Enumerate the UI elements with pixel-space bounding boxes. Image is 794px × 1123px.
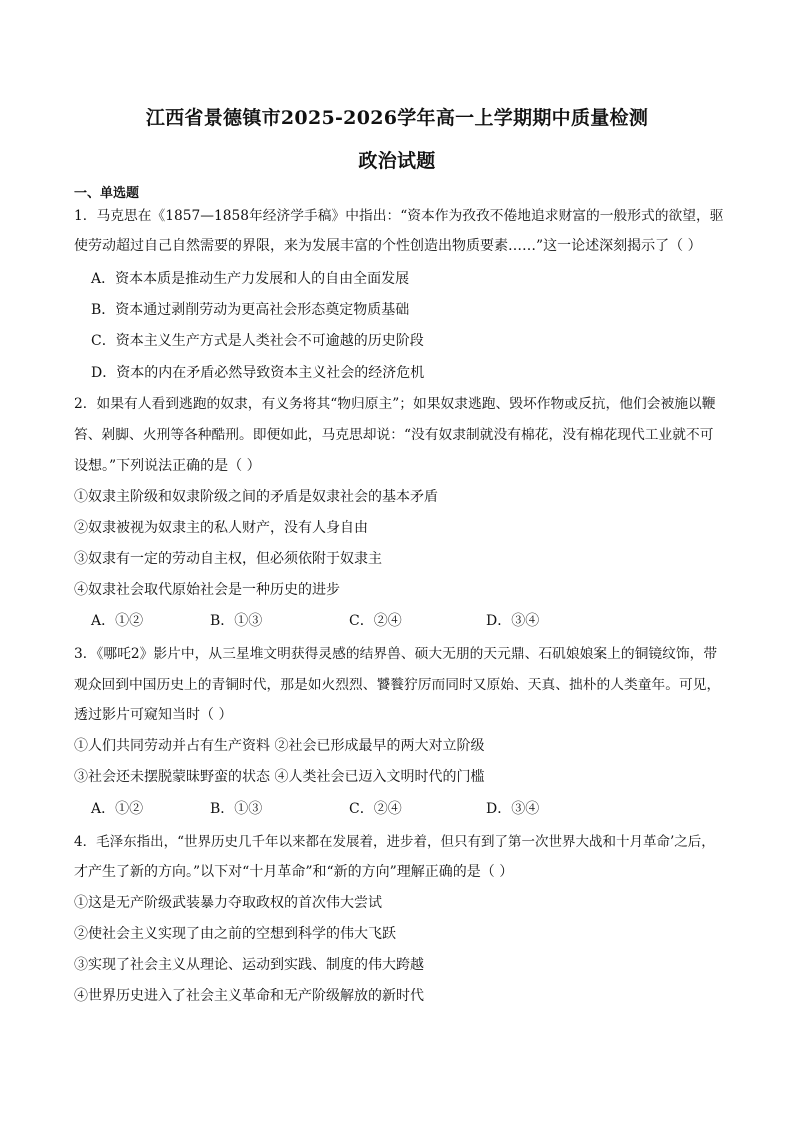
q1-option-b: B．资本通过剥削劳动为更高社会形态奠定物质基础 <box>91 302 410 318</box>
q4-statement: ①这是无产阶级武装暴力夺取政权的首次伟大尝试 <box>74 895 382 911</box>
q3-statement: ③社会还未摆脱蒙昧野蛮的状态 ④人类社会已迈入文明时代的门槛 <box>74 769 485 785</box>
q4-statement: ③实现了社会主义从理论、运动到实践、制度的伟大跨越 <box>74 957 424 973</box>
q1-option-c: C．资本主义生产方式是人类社会不可逾越的历史阶段 <box>91 333 424 349</box>
q2-statement: ②奴隶被视为奴隶主的私人财产，没有人身自由 <box>74 520 368 536</box>
q3-stem-line: 3．《哪吒2》影片中，从三星堆文明获得灵感的结界兽、硕大无朋的天元鼎、石矶娘娘案上的铜镜纹饰，带 <box>74 646 718 662</box>
q3-stem-line: 观众回到中国历史上的青铜时代，那是如火烈烈、饕餮狞厉而同时又原始、天真、拙朴的人类童年。可见， <box>74 677 721 693</box>
q4-statement: ②使社会主义实现了由之前的空想到科学的伟大飞跃 <box>74 926 396 942</box>
q2-stem-line: 设想。”下列说法正确的是（ ） <box>74 458 261 474</box>
q4-stem-line: 4．毛泽东指出，“世界历史几千年以来都在发展着，进步着，但只有到了第一次世界大战和十月革命’之后， <box>74 834 715 850</box>
q2-stem-line: 2．如果有人看到逃跑的奴隶，有义务将其“物归原主”；如果奴隶逃跑、毁坏作物或反抗，他们会被施以鞭 <box>74 396 716 412</box>
q3-statement: ①人们共同劳动并占有生产资料 ②社会已形成最早的两大对立阶级 <box>74 738 485 754</box>
q2-choice-d: D．③④ <box>486 613 540 629</box>
q1-stem-line: 使劳动超过自己自然需要的界限，来为发展丰富的个性创造出物质要素……”这一论述深刻揭示了（ ） <box>74 238 702 254</box>
q2-statement: ①奴隶主阶级和奴隶阶级之间的矛盾是奴隶社会的基本矛盾 <box>74 489 438 505</box>
q2-choice-b: B．①③ <box>210 613 263 629</box>
q3-choice-c: C．②④ <box>349 801 402 817</box>
page-subtitle: 政治试题 <box>358 150 436 172</box>
page-title: 江西省景德镇市2025-2026学年高一上学期期中质量检测 <box>145 107 649 129</box>
q2-statement: ④奴隶社会取代原始社会是一种历史的进步 <box>74 582 340 598</box>
q4-stem-line: 才产生了新的方向。”以下对“十月革命”和“新的方向”理解正确的是（ ） <box>74 864 514 880</box>
q2-choice-a: A．①② <box>91 613 144 629</box>
q3-choice-d: D．③④ <box>486 801 540 817</box>
q3-choice-a: A．①② <box>91 801 144 817</box>
q2-choice-c: C．②④ <box>349 613 402 629</box>
q3-stem-line: 透过影片可窥知当时（ ） <box>74 707 233 723</box>
q1-option-d: D．资本的内在矛盾必然导致资本主义社会的经济危机 <box>91 365 425 381</box>
q1-stem-line: 1．马克思在《1857—1858年经济学手稿》中指出：“资本作为孜孜不倦地追求财富的一般形式的欲望，驱 <box>74 208 724 224</box>
section-heading: 一、单选题 <box>74 186 140 201</box>
q4-statement: ④世界历史进入了社会主义革命和无产阶级解放的新时代 <box>74 988 424 1004</box>
q2-stem-line: 笞、剁脚、火刑等各种酷刑。即便如此，马克思却说：“没有奴隶制就没有棉花，没有棉花现代工业就不可 <box>74 427 714 443</box>
q2-statement: ③奴隶有一定的劳动自主权，但必须依附于奴隶主 <box>74 551 382 567</box>
q3-choice-b: B．①③ <box>210 801 263 817</box>
q1-option-a: A．资本本质是推动生产力发展和人的自由全面发展 <box>91 271 410 287</box>
